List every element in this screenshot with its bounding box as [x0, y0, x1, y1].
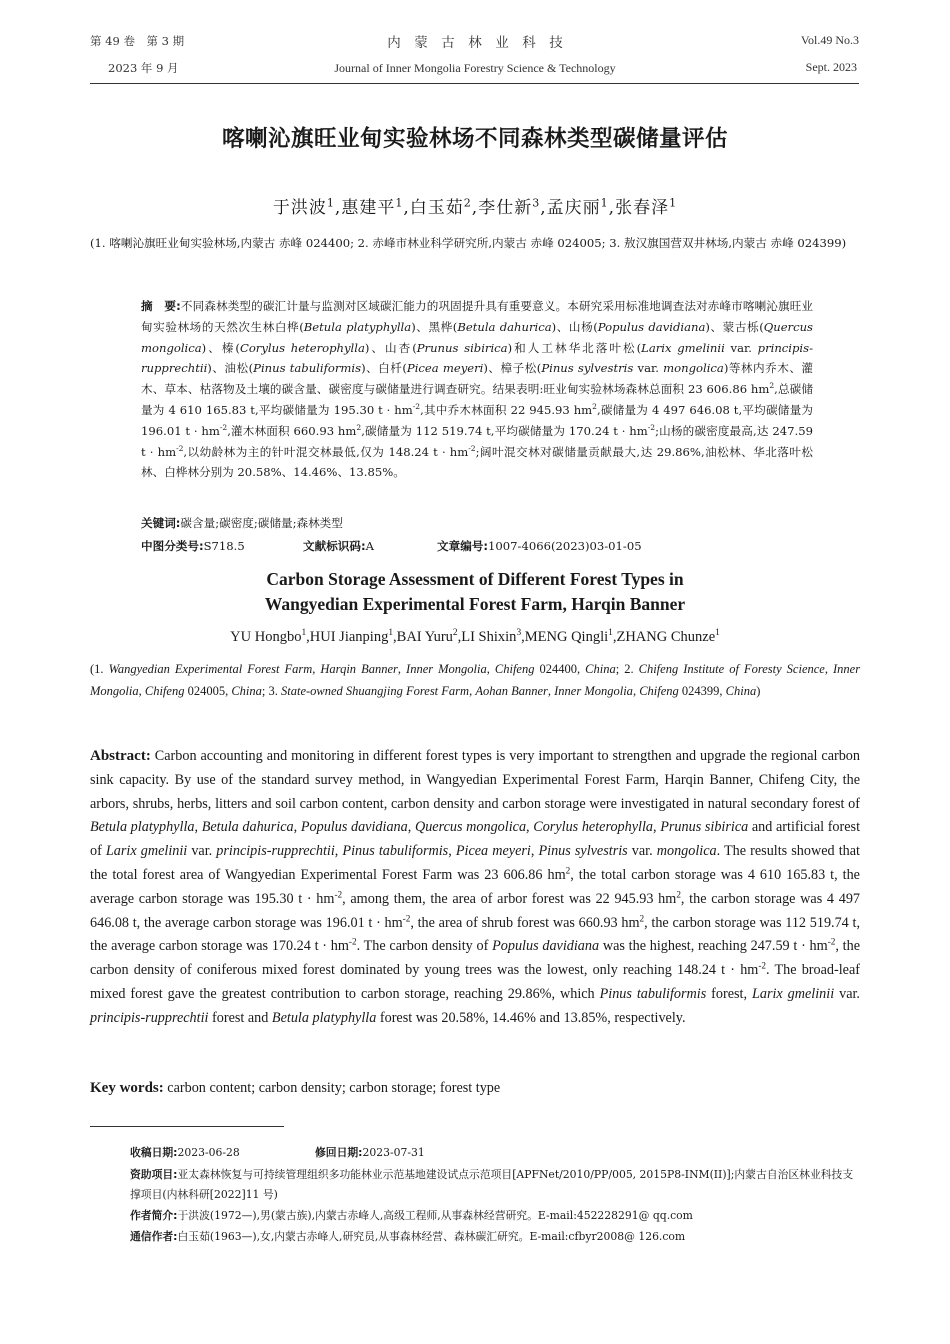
abstract-cn-label: 摘 要: — [141, 299, 181, 313]
keywords-cn-text: 碳含量;碳密度;碳储量;森林类型 — [180, 516, 343, 530]
abstract-cn — [141, 296, 813, 483]
paper-title-en-line2: Wangyedian Experimental Forest Farm, Harqin Banner — [264, 594, 686, 614]
corr-label: 通信作者: — [130, 1230, 178, 1243]
keywords-en-text: carbon content; carbon density; carbon storage; forest type — [163, 1080, 501, 1096]
header-journal-en: Journal of Inner Mongolia Forestry Science & Technology — [334, 61, 616, 75]
received-label: 收稿日期: — [130, 1146, 178, 1159]
header-volume-cn: 第 49 卷 第 3 期 — [90, 34, 185, 48]
clc-value: S718.5 — [203, 539, 245, 553]
revised-date: 2023-07-31 — [362, 1146, 425, 1159]
fund-label: 资助项目: — [130, 1168, 178, 1181]
affiliations-en: (1. Wangyedian Experimental Forest Farm, Harqin Banner, Inner Mongolia, Chifeng 024400, China; 2. Chifeng Institute of Foresty Science, Inner Mongolia, Chifeng 024005, China; 3. State-owned Shuangjing Forest Farm, Aohan Banner, Inner Mongolia, Chifeng 024399, China) — [90, 662, 861, 698]
doc-label: 文献标识码:A — [303, 539, 374, 553]
header-date-en: Sept. 2023 — [805, 60, 857, 74]
abstract-en-text: Carbon accounting and monitoring in different forest types is very important to strengthen and upgrade the regional carbon sink capacity. By use of the standard survey method, in Wangyedian Experimental Forest Farm, Harqin Banner, Chifeng City, the arbors, shrubs, herbs, litters and soil carbon content, carbon density and carbon storage were investigated in natural secondary forest of Betula platyphylla, Betula dahurica, Populus davidiana, Quercus mongolica, Corylus heterophylla, Prunus sibirica and artificial forest of Larix gmelinii var. principis-rupprechtii, Pinus tabuliformis, Picea meyeri, Pinus sylvestris var. mongolica. The results showed that the total forest area of Wangyedian Experimental Forest Farm was 23 606.86 $hm^2$, the total carbon storage was 4 610 165.83 t, the average carbon storage was 195.30 $t \cdot hm^{-2}$, among them, the area of arbor forest was 22 945.93 $hm^2$, the carbon storage was 4 497 646.08 t, the average carbon storage was 196.01 $t \cdot hm^{-2}$, the area of shrub forest was 660.93 $hm^2$, the carbon storage was 112 519.74 t, the average carbon storage was 170.24 $t \cdot hm^{-2}$. The carbon density of Populus davidiana was the highest, reaching 247.59 $t \cdot hm^{-2}$, the carbon density of coniferous mixed forest dominated by young trees was the lowest, only reaching 148.24 $t \cdot hm^{-2}$. The broad-leaf mixed forest gave the greatest contribution to carbon storage, reaching 29.86%, which Pinus tabuliformis forest, Larix gmelinii var. principis-rupprechtii forest and Betula platyphylla forest was 20.58%, 14.46% and 13.85%, respectively. — [90, 748, 861, 1026]
doc-value: A — [365, 539, 374, 553]
footnote-corresponding — [130, 1227, 860, 1247]
keywords-cn — [141, 513, 813, 534]
header-journal-cn: 内 蒙 古 林 业 科 技 — [387, 35, 563, 51]
classification-line — [141, 536, 813, 557]
abstract-en-label: Abstract: — [90, 748, 151, 764]
author-label: 作者简介: — [130, 1209, 178, 1222]
art-value: 1007-4066(2023)03-01-05 — [488, 539, 642, 553]
keywords-en — [90, 1080, 860, 1097]
abstract-cn-text: 不同森林类型的碳汇计量与监测对区域碳汇能力的巩固提升具有重要意义。本研究采用标准地调查法对赤峰市喀喇沁旗旺业甸实验林场的天然次生林白桦(Betula platyphylla)、黑桦(Betula dahurica)、山杨(Populus davidiana)、蒙古栎(Quercus mongolica)、榛(Corylus heterophylla)、山杏(Prunus sibirica)和人工林华北落叶松(Larix gmelinii var. principis-rupprechtii)、油松(Pinus tabuliformis)、白杄(Picea meyeri)、樟子松(Pinus sylvestris var. mongolica)等林内乔木、灌木、草本、枯落物及土壤的碳含量、碳密度与碳储量进行调查研究。结果表明:旺业甸实验林场森林总面积 23 606.86 $hm^2$,总碳储量为 4 610 165.83 t,平均碳储量为 195.30 $t \cdot hm^{-2}$,其中乔木林面积 22 945.93 $hm^2$,碳储量为 4 497 646.08 t,平均碳储量为 196.01 $t \cdot hm^{-2}$,灌木林面积 660.93 $hm^2$,碳储量为 112 519.74 t,平均碳储量为 170.24 $t \cdot hm^{-2}$;山杨的碳密度最高,达 247.59 $t \cdot hm^{-2}$,以幼龄林为主的针叶混交林最低,仅为 148.24 $t \cdot hm^{-2}$;阔叶混交林对碳储量贡献最大,达 29.86%,油松林、华北落叶松林、白桦林分别为 20.58%、14.46%、13.85%。 — [141, 299, 814, 480]
corr-text: 白玉茹(1963—),女,内蒙古赤峰人,研究员,从事森林经营、森林碳汇研究。E-mail:cfbyr2008@ 126.com — [177, 1230, 686, 1243]
received-date: 2023-06-28 — [177, 1146, 240, 1159]
keywords-en-label: Key words: — [90, 1080, 164, 1096]
paper-title-en-line1: Carbon Storage Assessment of Different Forest Types in — [266, 569, 684, 589]
paper-title-cn: 喀喇沁旗旺业甸实验林场不同森林类型碳储量评估 — [221, 126, 728, 152]
header-date-cn: 2023 年 9 月 — [108, 61, 179, 75]
art-label: 文章编号:1007-4066(2023)03-01-05 — [437, 539, 642, 553]
footnote-rule — [90, 1126, 284, 1127]
revised-label: 修回日期: — [315, 1146, 363, 1159]
header-rule — [90, 83, 859, 84]
footnote-funding — [130, 1165, 860, 1205]
abstract-en — [90, 745, 860, 1031]
footnote-author — [130, 1206, 860, 1226]
fund-text: 亚太森林恢复与可持续管理组织多功能林业示范基地建设试点示范项目[APFNet/2010/PP/005, 2015P8-INM(II)];内蒙古自治区林业科技支撑项目(内林科研[2022]11 号) — [130, 1168, 854, 1201]
footnote-dates — [130, 1143, 860, 1163]
author-text: 于洪波(1972—),男(蒙古族),内蒙古赤峰人,高级工程师,从事森林经营研究。E-mail:452228291@ qq.com — [177, 1209, 693, 1222]
authors-en: YU Hongbo$^1$,HUI Jianping$^1$,BAI Yuru$^2$,LI Shixin$^3$,MENG Qingli$^1$,ZHANG Chunze$^1$ — [230, 628, 720, 645]
authors-cn: 于洪波$^1$,惠建平$^1$,白玉茹$^2$,李仕新$^3$,孟庆丽$^1$,张春泽$^1$ — [272, 196, 678, 218]
keywords-cn-label: 关键词: — [141, 516, 181, 530]
affiliations-cn: (1. 喀喇沁旗旺业甸实验林场,内蒙古 赤峰 024400; 2. 赤峰市林业科学研究所,内蒙古 赤峰 024005; 3. 敖汉旗国营双井林场,内蒙古 赤峰 024399) — [90, 236, 847, 250]
header-volume-en: Vol.49 No.3 — [800, 33, 859, 47]
clc-label: 中图分类号: — [141, 539, 204, 553]
